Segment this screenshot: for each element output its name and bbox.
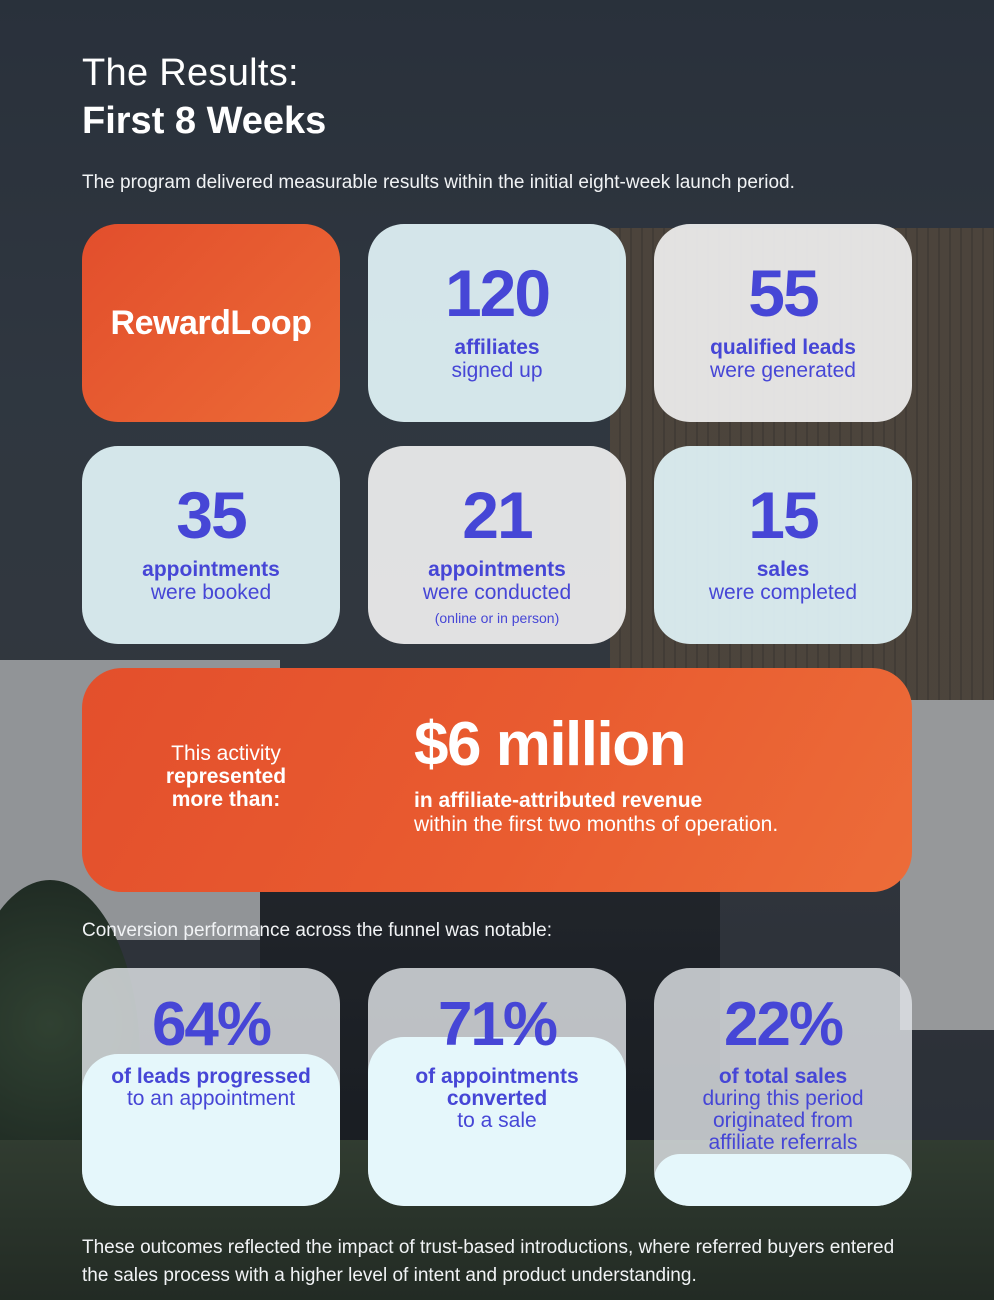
conversion-label-bold-2: converted [446,1087,548,1111]
stat-label: were booked [150,581,272,605]
conversion-fill [654,1154,912,1206]
stat-label: were generated [710,359,856,383]
conversion-card-sales [654,968,912,1206]
conversion-label: during this period [702,1087,864,1111]
stat-label: signed up [451,359,543,383]
conversion-label-bold: of total sales [718,1065,848,1088]
conversion-label-3: affiliate referrals [708,1131,858,1155]
intro-text: The program delivered measurable results within the initial eight-week launch period. [82,172,795,193]
stat-label: were completed [708,581,858,605]
revenue-amount: $6 million [414,710,685,779]
stat-label-bold: sales [756,558,810,581]
stat-label-bold: qualified leads [710,336,856,359]
conversion-card-leads [82,968,340,1206]
conversion-label-bold: of leads progressed [111,1065,311,1088]
stat-label-bold: affiliates [454,336,540,359]
rewardloop-logo: RewardLoop [110,303,312,342]
stat-label: were conducted [422,581,572,605]
conversion-card-appointments [368,968,626,1206]
logo-card [82,224,340,422]
revenue-label-bold: in affiliate-attributed revenue [414,789,703,812]
stat-card-appointments-booked [82,446,340,644]
page-title-line1: The Results: [82,52,299,94]
stat-card-appointments-conducted [368,446,626,644]
revenue-intro-line3: more than: [171,788,281,812]
page-title-line2: First 8 Weeks [82,100,327,142]
revenue-intro [142,742,310,811]
revenue-intro-line1: This activity [171,742,281,765]
conversion-label-bold: of appointments [415,1065,579,1088]
stat-number: 21 [462,478,532,552]
stat-number: 35 [176,478,246,552]
conversion-percent: 22% [723,990,843,1059]
stat-number: 15 [748,478,818,552]
stat-number: 55 [748,256,818,330]
revenue-intro-line2: represented [165,765,287,789]
stat-number: 120 [444,256,550,330]
stat-label-bold: appointments [142,558,280,581]
closing-text: These outcomes reflected the impact of trust-based introductions, where referred buyers entered the sales process with a higher level of intent and product understanding. [82,1237,895,1286]
conversion-label: to an appointment [126,1087,296,1111]
conversion-label-2: originated from [712,1109,854,1133]
stat-footnote: (online or in person) [434,610,560,627]
revenue-label: within the first two months of operation. [414,813,779,836]
stat-card-sales [654,446,912,644]
conversion-intro-text: Conversion performance across the funnel was notable: [82,920,552,941]
stat-card-qualified-leads [654,224,912,422]
conversion-percent: 71% [437,990,557,1059]
revenue-banner [82,668,912,892]
stat-card-affiliates [368,224,626,422]
stat-label-bold: appointments [428,558,566,581]
conversion-label: to a sale [457,1109,537,1133]
conversion-percent: 64% [151,990,271,1059]
